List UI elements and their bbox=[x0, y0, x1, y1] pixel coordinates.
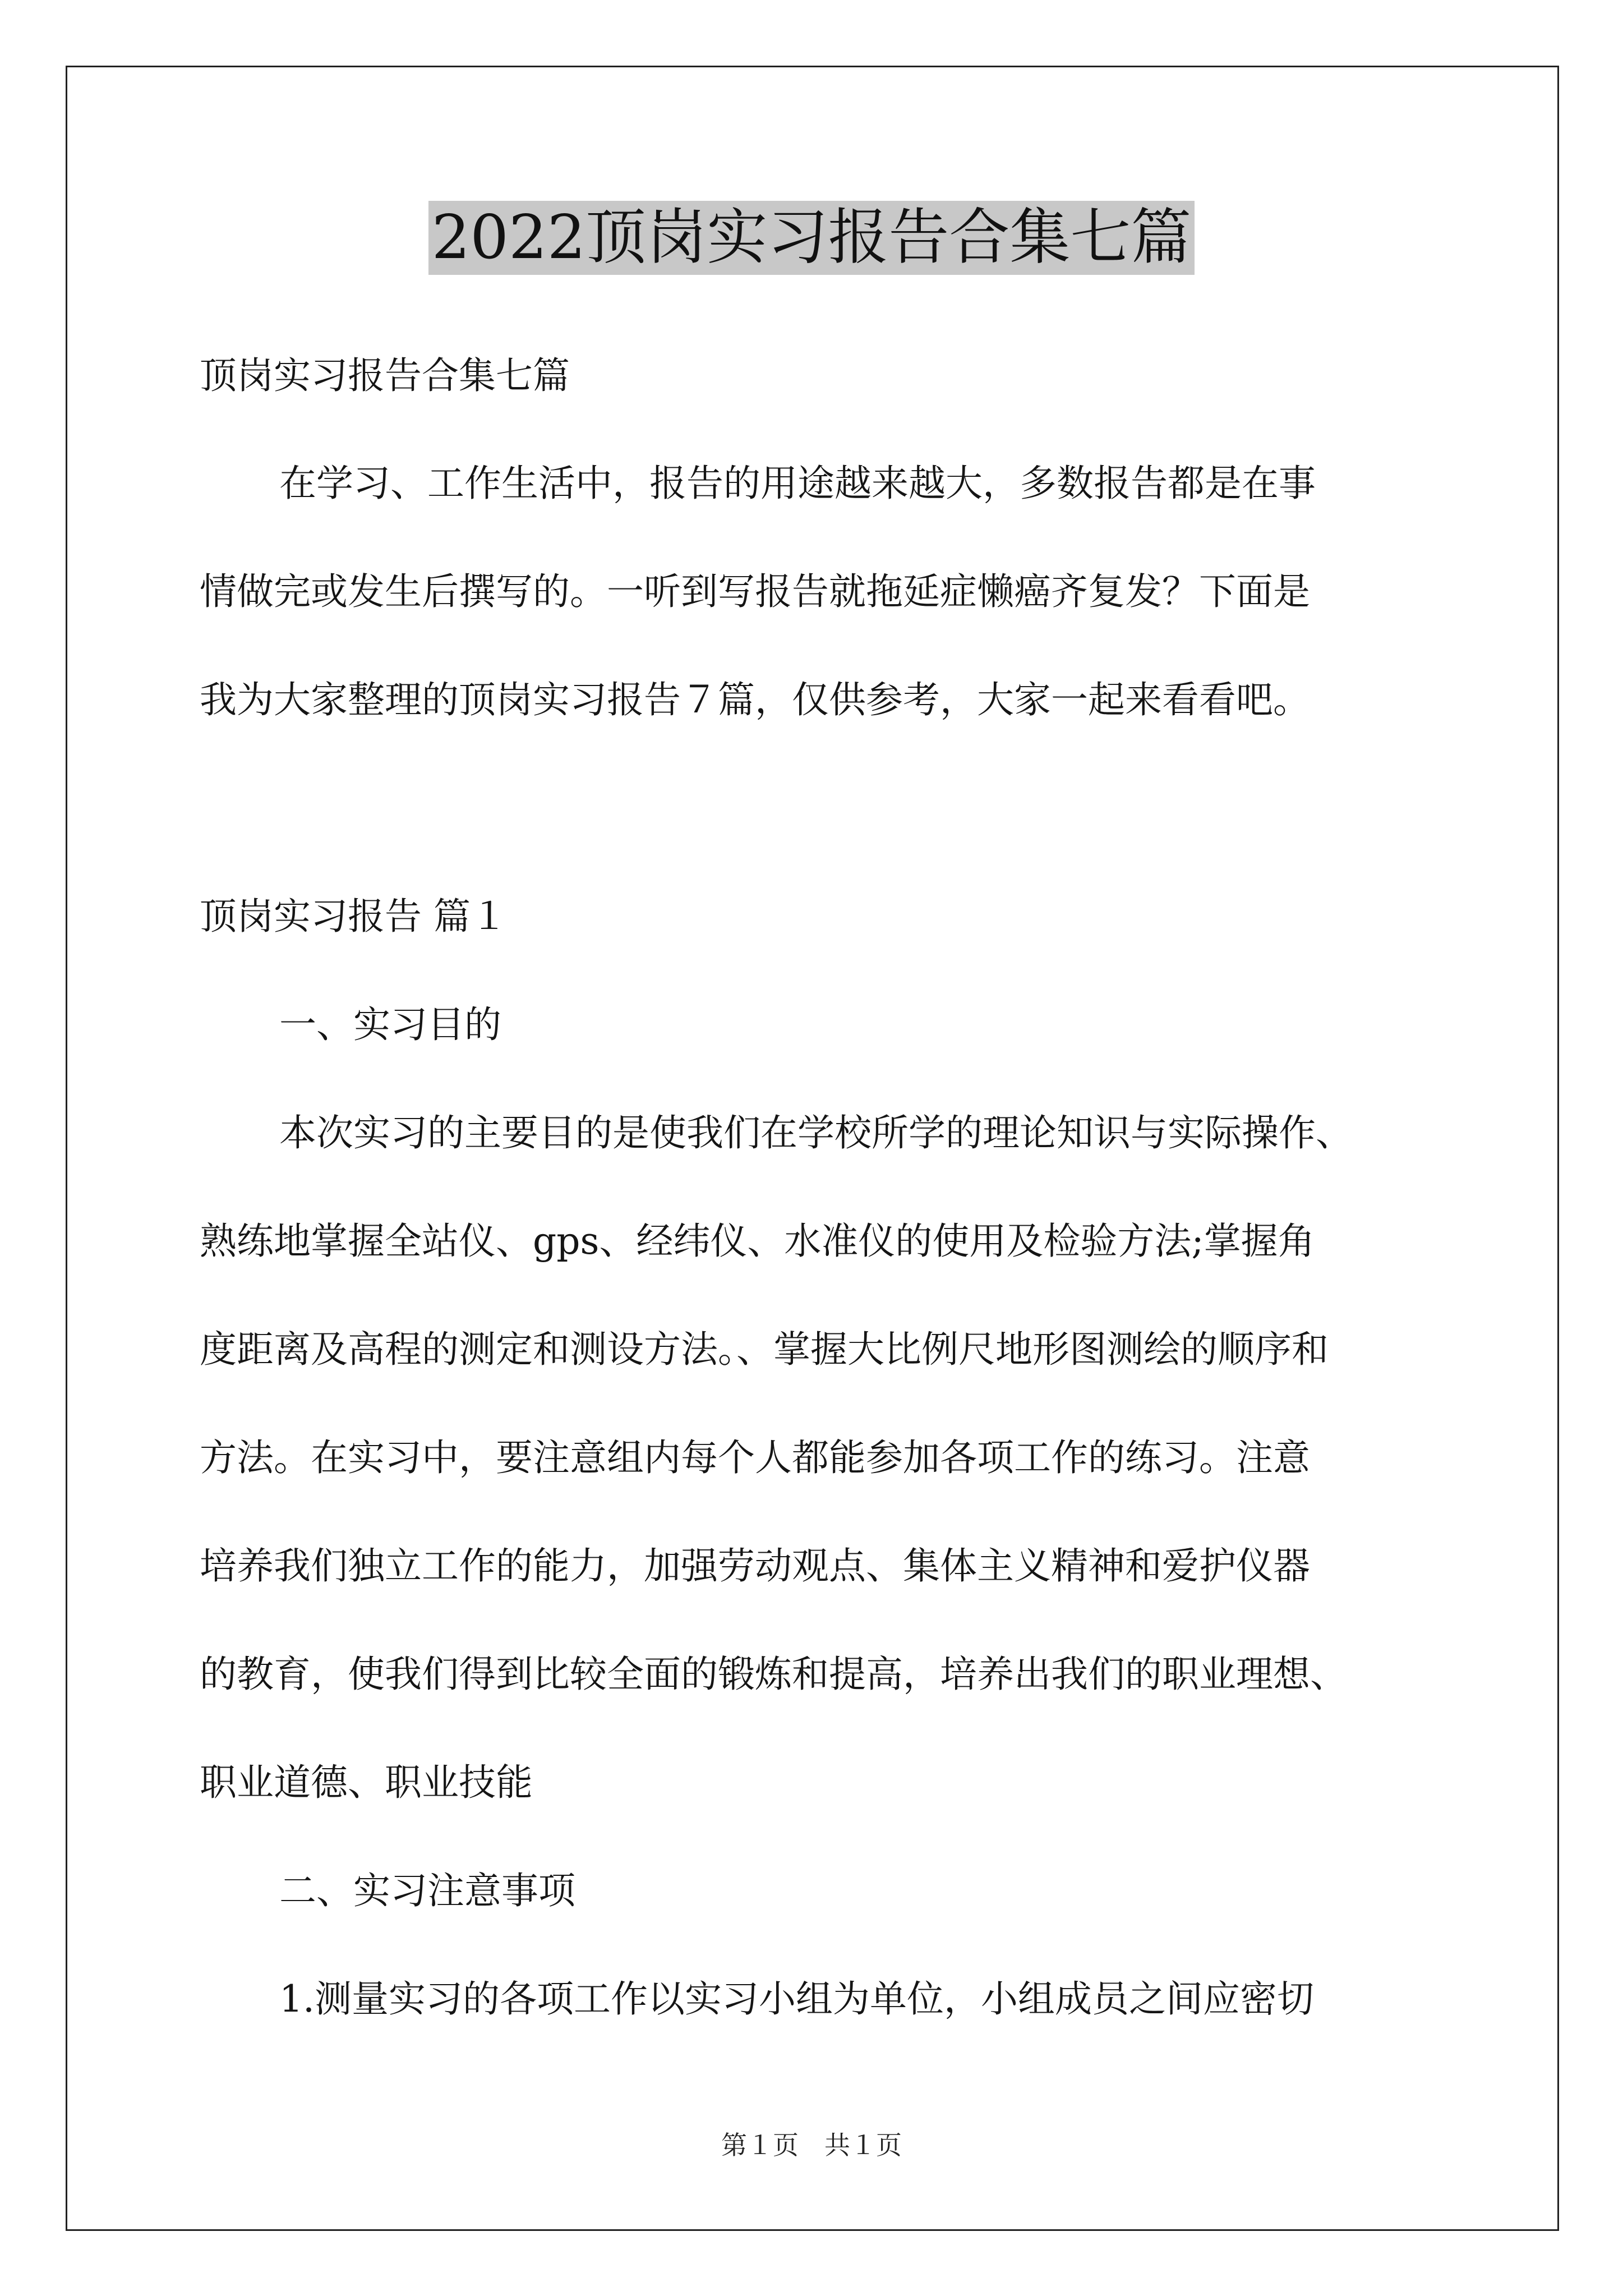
intro-line-3: 我为大家整理的顶岗实习报告７篇，仅供参考，大家一起来看看吧。 bbox=[200, 678, 1310, 721]
part1-line-5: 培养我们独立工作的能力，加强劳动观点、集体主义精神和爱护仪器 bbox=[200, 1544, 1310, 1588]
part2-heading: 二、实习注意事项 bbox=[279, 1869, 575, 1912]
document-subtitle: 顶岗实习报告合集七篇 bbox=[200, 354, 570, 397]
part1-line-6: 的教育，使我们得到比较全面的锻炼和提高，培养出我们的职业理想、 bbox=[200, 1653, 1347, 1696]
part1-line-7: 职业道德、职业技能 bbox=[200, 1761, 533, 1804]
intro-line-1: 在学习、工作生活中，报告的用途越来越大，多数报告都是在事 bbox=[279, 462, 1316, 505]
part1-line-3: 度距离及高程的测定和测设方法。、掌握大比例尺地形图测绘的顺序和 bbox=[200, 1328, 1329, 1371]
part1-line-1: 本次实习的主要目的是使我们在学校所学的理论知识与实际操作、 bbox=[279, 1111, 1353, 1154]
title-container bbox=[0, 201, 1623, 275]
section-heading: 顶岗实习报告 篇１ bbox=[200, 895, 508, 938]
part1-heading: 一、实习目的 bbox=[279, 1003, 501, 1046]
document-title: 2022顶岗实习报告合集七篇 bbox=[428, 201, 1195, 275]
part1-line-4: 方法。在实习中，要注意组内每个人都能参加各项工作的练习。注意 bbox=[200, 1436, 1310, 1479]
page-footer: 第１页 共１页 bbox=[721, 2130, 902, 2160]
intro-line-2: 情做完或发生后撰写的。一听到写报告就拖延症懒癌齐复发？下面是 bbox=[200, 570, 1310, 613]
part2-line-1: 1.测量实习的各项工作以实习小组为单位，小组成员之间应密切 bbox=[279, 1977, 1314, 2021]
part1-line-2: 熟练地掌握全站仪、gps、经纬仪、水准仪的使用及检验方法;掌握角 bbox=[200, 1220, 1315, 1263]
